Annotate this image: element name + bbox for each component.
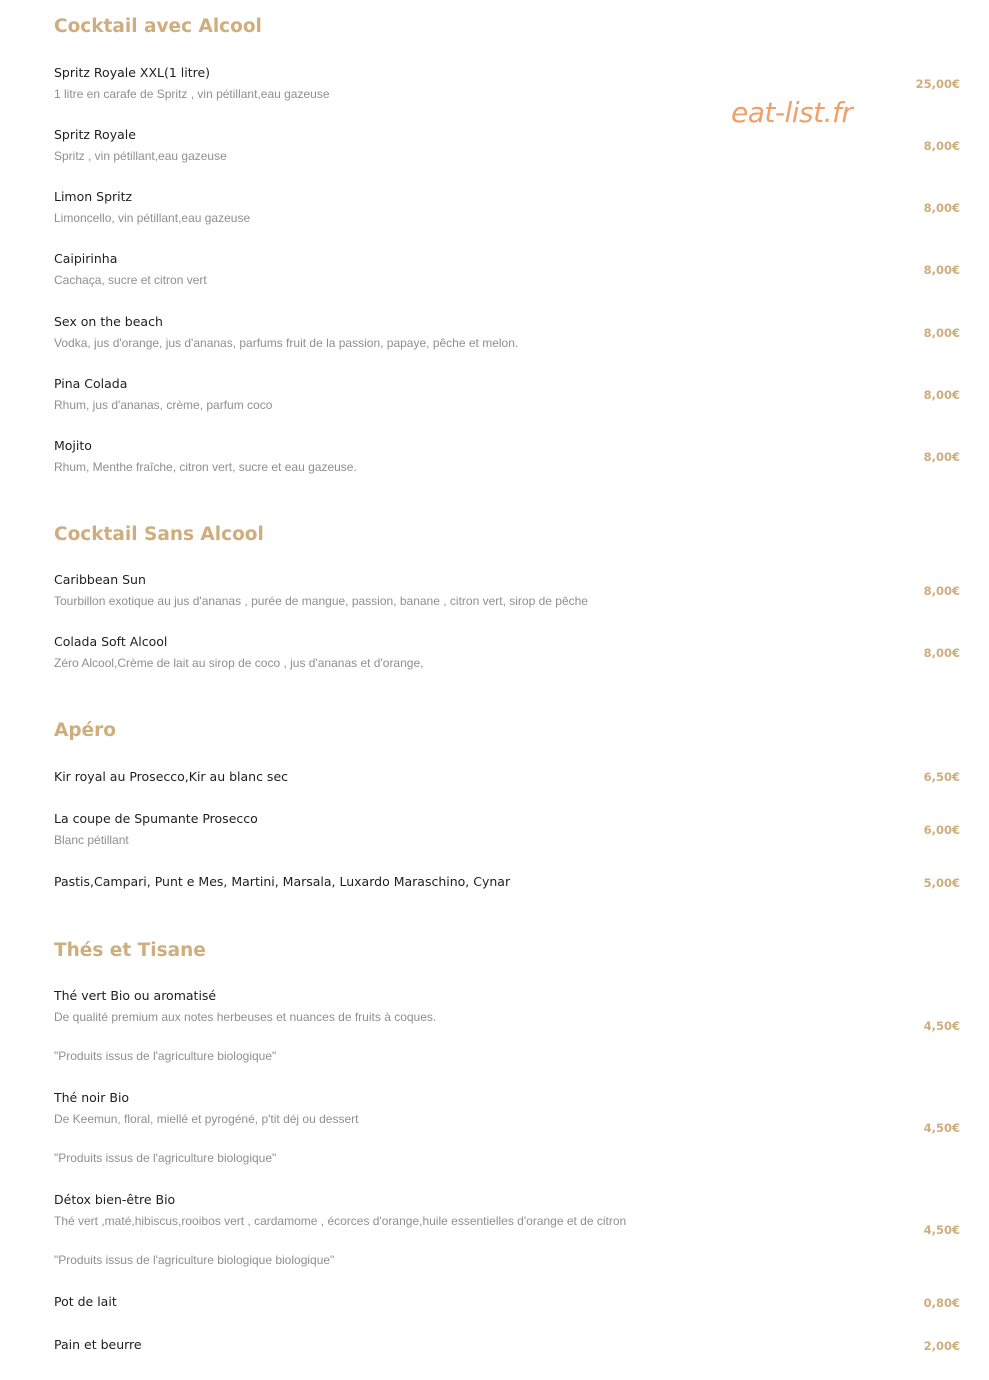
menu-item-price: 5,00€ (923, 876, 960, 890)
menu-item-name: Thé vert Bio ou aromatisé (54, 988, 217, 1003)
menu-item-price: 8,00€ (923, 646, 960, 660)
menu-item-desc: Spritz , vin pétillant,eau gazeuse (54, 149, 227, 163)
menu-item-price: 8,00€ (923, 263, 960, 277)
menu-item-price: 8,00€ (923, 326, 960, 340)
menu-item-desc: Thé vert ,maté,hibiscus,rooibos vert , cardamome , écorces d'orange,huile essentielles d'orange et de citron (54, 1214, 627, 1228)
menu-item-name: Détox bien-être Bio (54, 1192, 176, 1207)
menu-item-price: 8,00€ (923, 139, 960, 153)
menu-item-desc: Rhum, Menthe fraîche, citron vert, sucre et eau gazeuse. (54, 460, 357, 474)
section-title-cocktail-sans-alcool: Cocktail Sans Alcool (54, 524, 264, 545)
menu-item-desc: Cachaça, sucre et citron vert (54, 273, 207, 287)
menu-item-desc: Zéro Alcool,Crème de lait au sirop de coco , jus d'ananas et d'orange, (54, 656, 424, 670)
menu-item-price: 2,00€ (923, 1339, 960, 1353)
menu-item-price: 8,00€ (923, 201, 960, 215)
menu-item-desc: De qualité premium aux notes herbeuses et nuances de fruits à coques. (54, 1010, 437, 1024)
menu-item-price: 0,80€ (923, 1296, 960, 1310)
menu-item-price: 6,00€ (923, 823, 960, 837)
menu-item-price: 4,50€ (923, 1121, 960, 1135)
menu-item-name: Caipirinha (54, 251, 118, 266)
menu-item-name: Limon Spritz (54, 189, 133, 204)
menu-item-name: Pot de lait (54, 1294, 117, 1309)
menu-item-price: 8,00€ (923, 584, 960, 598)
menu-item-desc: 1 litre en carafe de Spritz , vin pétillant,eau gazeuse (54, 87, 330, 101)
menu-item-note: "Produits issus de l'agriculture biologique" (54, 1049, 277, 1063)
menu-item-name: Caribbean Sun (54, 572, 146, 587)
menu-item-name: Sex on the beach (54, 314, 163, 329)
menu-item-desc: Limoncello, vin pétillant,eau gazeuse (54, 211, 251, 225)
menu-item-desc: De Keemun, floral, miellé et pyrogéné, p'tit déj ou dessert (54, 1112, 359, 1126)
menu-item-desc: Blanc pétillant (54, 833, 129, 847)
menu-item-name: Thé noir Bio (54, 1090, 130, 1105)
menu-item-name: Colada Soft Alcool (54, 634, 168, 649)
menu-item-price: 4,50€ (923, 1223, 960, 1237)
menu-item-name: Kir royal au Prosecco,Kir au blanc sec (54, 769, 289, 784)
menu-item-name: Spritz Royale XXL(1 litre) (54, 65, 211, 80)
menu-item-name: Pina Colada (54, 376, 128, 391)
menu-item-note: "Produits issus de l'agriculture biologique" (54, 1151, 277, 1165)
watermark-logo: eat-list.fr (731, 96, 853, 129)
section-title-cocktail-alcool: Cocktail avec Alcool (54, 16, 262, 37)
menu-item-price: 25,00€ (915, 77, 960, 91)
menu-item-desc: Vodka, jus d'orange, jus d'ananas, parfums fruit de la passion, papaye, pêche et melon. (54, 336, 519, 350)
menu-item-price: 8,00€ (923, 388, 960, 402)
menu-item-name: Pain et beurre (54, 1337, 142, 1352)
section-title-apero: Apéro (54, 720, 116, 741)
menu-item-desc: Rhum, jus d'ananas, crème, parfum coco (54, 398, 273, 412)
menu-item-price: 4,50€ (923, 1019, 960, 1033)
menu-item-name: Spritz Royale (54, 127, 136, 142)
menu-item-desc: Tourbillon exotique au jus d'ananas , purée de mangue, passion, banane , citron vert, sirop de pêche (54, 594, 588, 608)
menu-item-price: 8,00€ (923, 450, 960, 464)
menu-item-name: Pastis,Campari, Punt e Mes, Martini, Marsala, Luxardo Maraschino, Cynar (54, 874, 511, 889)
menu-item-name: La coupe de Spumante Prosecco (54, 811, 258, 826)
menu-item-price: 6,50€ (923, 770, 960, 784)
section-title-thes-tisane: Thés et Tisane (54, 940, 206, 961)
menu-item-name: Mojito (54, 438, 92, 453)
menu-item-note: "Produits issus de l'agriculture biologique biologique" (54, 1253, 335, 1267)
